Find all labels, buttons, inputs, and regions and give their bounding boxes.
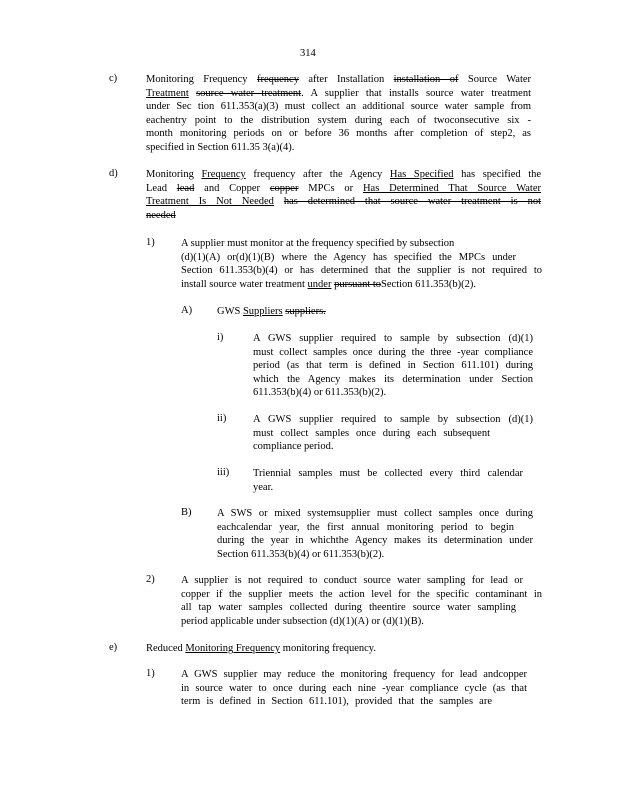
- d-line-2: Lead lead and Copper copper MPCs or Has Determined That Source Water: [146, 182, 541, 194]
- e-1-text: A GWS supplier may reduce the monitoring frequency for lead andcopper in source water to once during each nine -year compliance cycle (as that term is defined in Section 611.101), provided that the samples are: [181, 669, 527, 708]
- section-e-heading: Reduced Monitoring Frequency monitoring frequency.: [146, 643, 376, 654]
- e-1-label: 1): [146, 668, 155, 679]
- d-A-i-text: A GWS supplier required to sample by subsection (d)(1) must collect samples once during the three -year compliance period (as that term is defined in Section 611.101) during which the Agency makes its determination under Section 611.353(b)(4) or 611.353(b)(2).: [253, 333, 533, 399]
- d-line-3: Treatment Is Not Needed has determined that source water treatment is not: [146, 196, 542, 208]
- c-line-1: Monitoring Frequency frequency after Installation installation of Source Water: [146, 74, 532, 85]
- d-1-text: [181, 237, 542, 291]
- c-line-3: under Sec tion 611.353(a)(3) must collect an additional source water sample from: [146, 101, 531, 113]
- c-line-6: specified in Section 611.35 3(a)(4).: [146, 141, 295, 153]
- d-1-label: 1): [146, 237, 155, 248]
- c-line-4: eachentry point to the distribution system during each of twoconsecutive six -: [146, 114, 531, 126]
- d-2-text: A supplier is not required to conduct source water sampling for lead or copper if the supplier meets the action level for the specific contaminant in all tap water samples collected during theentire source water sampling period applicable under subsection (d)(1)(A) or (d)(1)(B).: [181, 575, 542, 627]
- d-B-label: B): [181, 507, 192, 518]
- d-A-i-label: i): [217, 332, 224, 343]
- d-1-line-4: install source water treatment under pursuant toSection 611.353(b)(2).: [181, 278, 477, 290]
- d-line-1: Monitoring Frequency frequency after the Agency Has Specified has specified the: [146, 169, 542, 180]
- d-1-line-1: A supplier must monitor at the frequency specified by subsection: [181, 238, 455, 249]
- c-line-5: month monitoring periods on or before 36 months after completion of step2, as: [146, 128, 531, 140]
- d-B-text: A SWS or mixed systemsupplier must collect samples once during eachcalendar year, the first annual monitoring period to begin during the year in whichthe Agency makes its determination under Section 611.353(b)(4) or 611.353(b)(2).: [217, 508, 533, 560]
- c-line-2: Treatment source water treatment. A supplier that installs source water treatment: [146, 87, 532, 99]
- page-number: 314: [300, 48, 316, 59]
- d-A-ii-label: ii): [217, 413, 227, 424]
- d-A-iii-label: iii): [217, 467, 230, 478]
- section-e-label: e): [109, 642, 118, 653]
- d-1-line-3: Section 611.353(b)(4) or has determined that the supplier is not required to: [181, 265, 542, 277]
- section-d-text: [146, 168, 541, 222]
- d-2-label: 2): [146, 574, 155, 585]
- d-A-iii-text: Triennial samples must be collected every third calendar year.: [253, 468, 523, 493]
- d-A-heading: GWS Suppliers suppliers.: [217, 306, 326, 317]
- section-d-label: d): [109, 168, 118, 179]
- d-1-line-2: (d)(1)(A) or(d)(1)(B) where the Agency has specified the MPCs under: [181, 251, 516, 263]
- d-A-label: A): [181, 305, 193, 316]
- section-c-text: [146, 73, 531, 155]
- section-c-label: c): [109, 73, 118, 84]
- d-line-4: needed: [146, 209, 176, 221]
- d-A-ii-text: A GWS supplier required to sample by subsection (d)(1) must collect samples once during each subsequent compliance period.: [253, 414, 533, 453]
